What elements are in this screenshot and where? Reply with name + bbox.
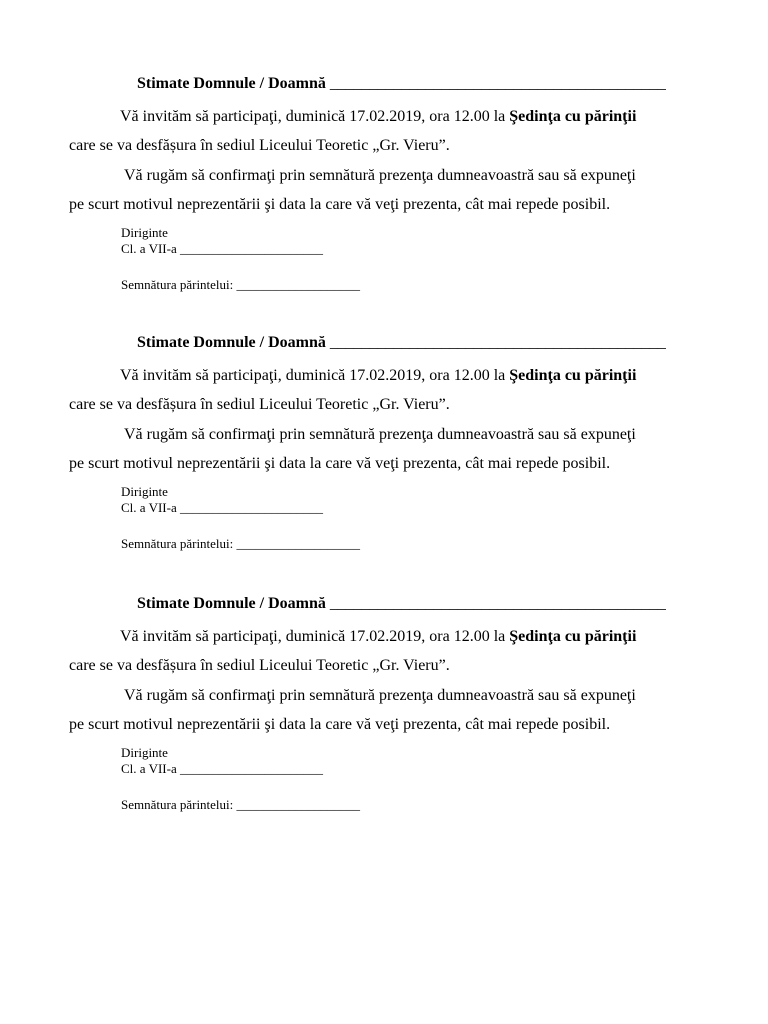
meeting-title: Şedinţa cu părinţii [509, 108, 637, 125]
invitation-line [120, 628, 636, 646]
class-signature-line: Cl. a VII-a ______________________ [121, 761, 323, 776]
name-blank: __________________________________________ [329, 75, 666, 92]
invitation-text: Vă invităm să participaţi, duminică 17.02.2019, ora 12.00 la [120, 628, 510, 645]
diriginte-label: Diriginte [121, 225, 168, 240]
greeting-text: Stimate Domnule / Doamnă [137, 595, 326, 612]
meeting-title: Şedinţa cu părinţii [509, 367, 637, 384]
name-blank: __________________________________________ [329, 595, 666, 612]
request-line: Vă rugăm să confirmaţi prin semnătură prezenţa dumneavoastră sau să expuneţi [124, 167, 636, 184]
class-signature-line: Cl. a VII-a ______________________ [121, 241, 323, 256]
request-line-continued: pe scurt motivul neprezentării şi data la care vă veţi prezenta, cât mai repede posibil. [69, 196, 611, 213]
invitation-text: Vă invităm să participaţi, duminică 17.02.2019, ora 12.00 la [120, 367, 510, 384]
diriginte-label: Diriginte [121, 484, 168, 499]
diriginte-label: Diriginte [121, 745, 168, 760]
invitation-line [120, 108, 636, 126]
greeting-text: Stimate Domnule / Doamnă [137, 334, 326, 351]
class-signature-line: Cl. a VII-a ______________________ [121, 500, 323, 515]
parent-signature-line: Semnătura părintelui: ___________________ [121, 277, 361, 292]
request-line-continued: pe scurt motivul neprezentării şi data la care vă veţi prezenta, cât mai repede posibil. [69, 716, 611, 733]
invitation-line [120, 367, 636, 385]
invitation-text: Vă invităm să participaţi, duminică 17.02.2019, ora 12.00 la [120, 108, 510, 125]
request-line: Vă rugăm să confirmaţi prin semnătură prezenţa dumneavoastră sau să expuneţi [124, 426, 636, 443]
request-line-continued: pe scurt motivul neprezentării şi data la care vă veţi prezenta, cât mai repede posibil. [69, 455, 611, 472]
greeting-line [137, 75, 666, 93]
location-line: care se va desfășura în sediul Liceului Teoretic „Gr. Vieru”. [69, 137, 450, 154]
parent-signature-line: Semnătura părintelui: ___________________ [121, 536, 361, 551]
invitation-block-2 [0, 334, 768, 584]
name-blank: __________________________________________ [329, 334, 666, 351]
parent-signature-line: Semnătura părintelui: ___________________ [121, 797, 361, 812]
invitation-block-1 [0, 75, 768, 325]
meeting-title: Şedinţa cu părinţii [509, 628, 637, 645]
invitation-block-3 [0, 595, 768, 845]
greeting-text: Stimate Domnule / Doamnă [137, 75, 326, 92]
location-line: care se va desfășura în sediul Liceului Teoretic „Gr. Vieru”. [69, 396, 450, 413]
location-line: care se va desfășura în sediul Liceului Teoretic „Gr. Vieru”. [69, 657, 450, 674]
request-line: Vă rugăm să confirmaţi prin semnătură prezenţa dumneavoastră sau să expuneţi [124, 687, 636, 704]
greeting-line [137, 595, 666, 613]
greeting-line [137, 334, 666, 352]
